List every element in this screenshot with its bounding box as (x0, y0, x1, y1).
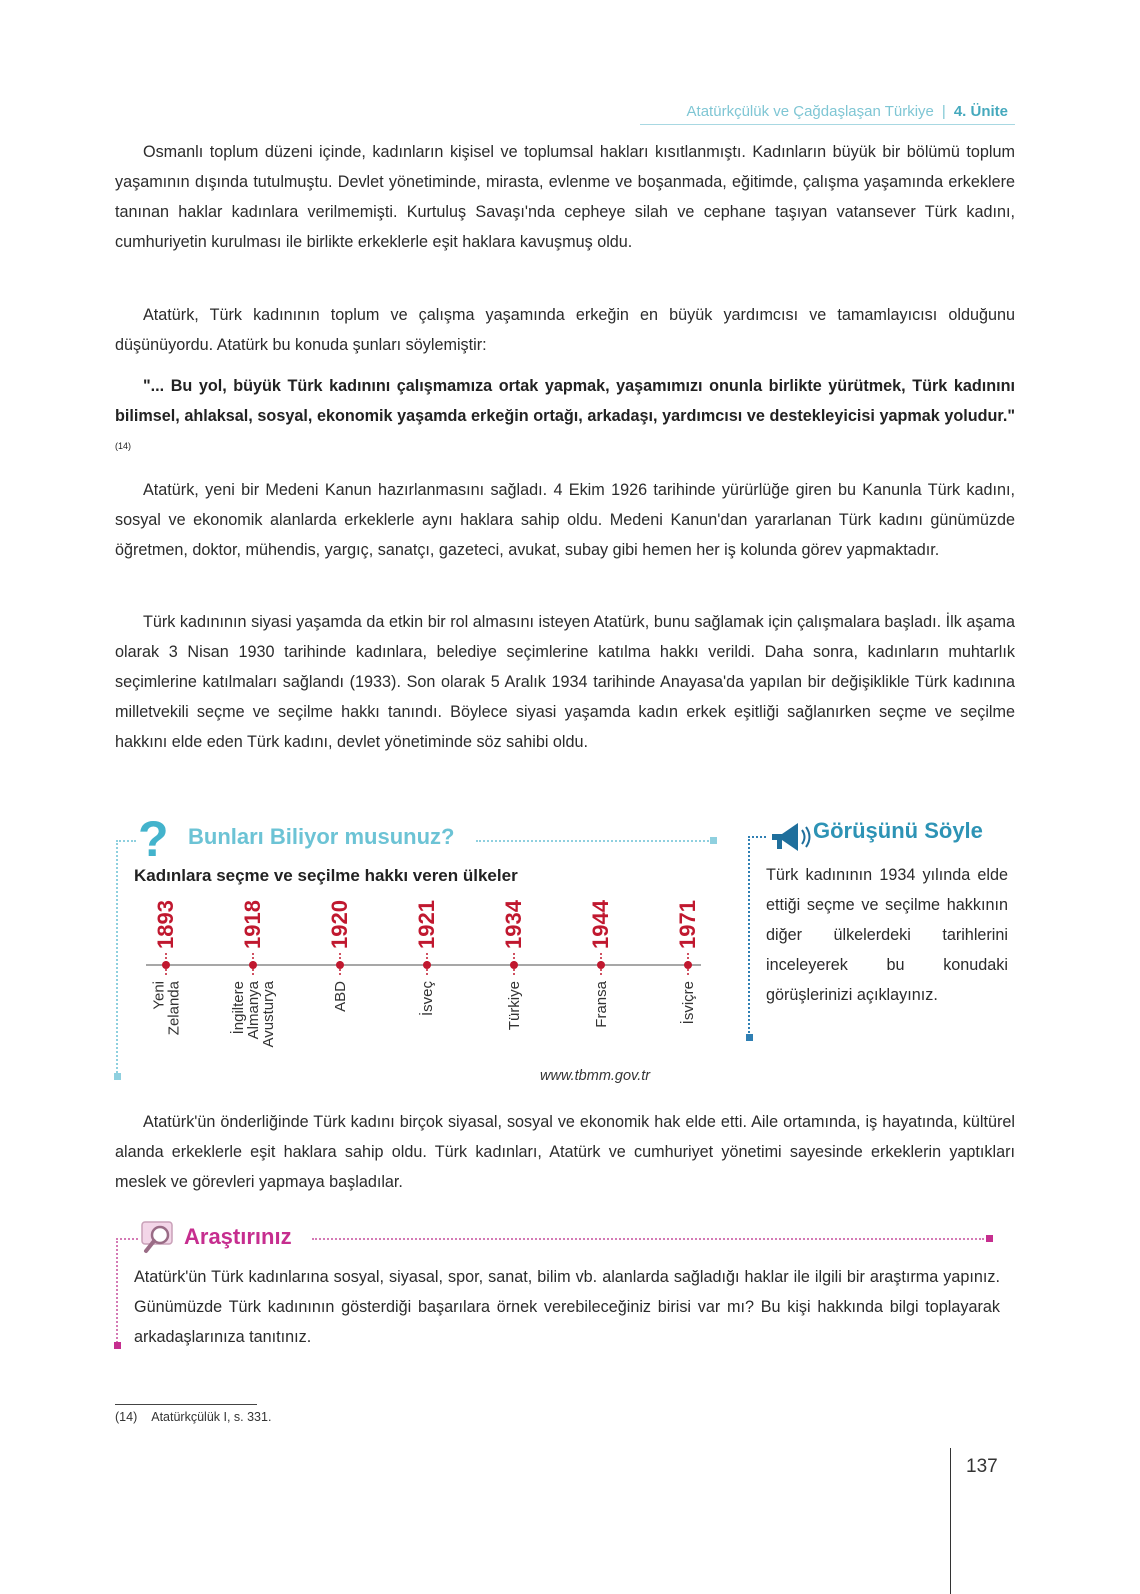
quote-text: "... Bu yol, büyük Türk kadınını çalışmamıza ortak yapmak, yaşamımızı onunla birlikte yürütmek, Türk kadınını bilimsel, ahlaksal, sosyal, ekonomik yaşamda erkeğin ortağı, arkadaşı, yardımcısı ve destekleyicisi yapmak yoludur." (115, 377, 1015, 425)
opinion-box (746, 818, 1016, 1048)
opinion-border-top (748, 836, 766, 838)
research-box (116, 1220, 1000, 1350)
country-label: İsviçre (680, 981, 697, 1025)
paragraph-1-text: Osmanlı toplum düzeni içinde, kadınların kişisel ve toplumsal hakları kısıtlanmıştı. Kadınların büyük bir bölümü toplum yaşamının dışında tutulmuştu. Devlet yönetiminde, mirasta, evlenme ve boşanmada, eğitimde, çalışma yaşamında erkeklere tanınan haklar kadınlara verilmemişti. Kurtuluş Savaşı'nda cepheye silah ve cephane taşıyan vatansever Türk kadını, cumhuriyetin kurulması ile birlikte erkeklerle eşit haklara kavuşmuş oldu. (115, 143, 1015, 251)
header-separator: | (941, 103, 946, 120)
year-label-1971: 1971 (675, 900, 700, 949)
research-title: Araştırınız (184, 1224, 292, 1249)
paragraph-5-text: Atatürk'ün önderliğinde Türk kadını birçok siyasal, sosyal ve ekonomik hak elde etti. Aile ortamında, iş hayatında, kültürel alanda erkeklerle eşit haklara sahip oldu. Türk kadınları, Atatürk ve cumhuriyet yönetimi sayesinde erkeklerin yaptıkları meslek ve görevleri yapmaya başladılar. (115, 1113, 1015, 1191)
page-number-rule (950, 1448, 951, 1594)
country-label: ABD (332, 981, 349, 1012)
unit-label: 4. Ünite (953, 103, 1008, 120)
suffrage-timeline-chart (116, 890, 716, 1090)
opinion-title: Görüşünü Söyle (813, 818, 983, 843)
quote-footnote-ref: (14) (115, 441, 132, 451)
country-label: İsveç (419, 981, 436, 1017)
country-label: Türkiye (506, 981, 523, 1031)
country-label: Fransa (593, 981, 610, 1028)
footnote-text: Atatürkçülük I, s. 331. (151, 1410, 272, 1424)
paragraph-3-text: Atatürk, yeni bir Medeni Kanun hazırlanmasını sağladı. 4 Ekim 1926 tarihinde yürürlüğe giren bu Kanunla Türk kadını, sosyal ve ekonomik alanlarda erkeklerle aynı haklara sahip oldu. Medeni Kanun'dan yararlanan Türk kadını günümüzde öğretmen, doktor, mühendis, yargıç, sanatçı, gazeteci, avukat, subay gibi hemen her iş kolunda görev yapmaktadır. (115, 481, 1015, 559)
year-label-1921: 1921 (414, 900, 439, 949)
research-border-top (312, 1238, 984, 1240)
research-border-top-start (116, 1238, 138, 1240)
box-end-marker (710, 837, 717, 844)
box-border-top (476, 840, 712, 842)
research-end-marker (986, 1235, 993, 1242)
year-label-1918: 1918 (240, 900, 265, 949)
research-text: Atatürk'ün Türk kadınlarına sosyal, siyasal, spor, sanat, bilim vb. alanlarda sağladığı haklar ile ilgili bir araştırma yapınız. Günümüzde Türk kadınının gösterdiği başarılara örnek verebileceğiniz birisi var mı? Bu kişi hakkında bilgi toplayarak arkadaşlarınıza tanıtınız. (134, 1268, 1000, 1346)
country-label: İngiltere (230, 981, 247, 1035)
did-you-know-box (116, 811, 726, 1093)
country-label: Avusturya (260, 981, 277, 1048)
book-title: Atatürkçülük ve Çağdaşlaşan Türkiye (686, 103, 934, 120)
year-label-1893: 1893 (153, 900, 178, 949)
ataturk-quote (115, 371, 1015, 465)
country-label: Yeni (150, 981, 168, 1010)
magnifier-icon (138, 1218, 182, 1256)
footnote (115, 1410, 271, 1424)
footnote-rule (115, 1404, 257, 1405)
did-you-know-title: Bunları Biliyor musunuz? (188, 824, 455, 849)
header-rule (640, 124, 1015, 125)
footnote-number: (14) (115, 1410, 138, 1424)
paragraph-4 (115, 607, 1015, 757)
year-label-1920: 1920 (327, 900, 352, 949)
source-link: www.tbmm.gov.tr (540, 1068, 651, 1084)
paragraph-1 (115, 137, 1015, 257)
paragraph-3 (115, 475, 1015, 565)
paragraph-2 (115, 300, 1015, 360)
box-border-top-start (116, 840, 136, 842)
paragraph-2-text: Atatürk, Türk kadınının toplum ve çalışma yaşamında erkeğin en büyük yardımcısı ve tamamlayıcısı olduğunu düşünüyordu. Atatürk bu konuda şunları söylemiştir: (115, 306, 1015, 354)
paragraph-5 (115, 1107, 1015, 1197)
paragraph-4-text: Türk kadınının siyasi yaşamda da etkin bir rol almasını isteyen Atatürk, bunu sağlamak için çalışmalara başladı. İlk aşama olarak 3 Nisan 1930 tarihinde kadınlara, belediye seçimlerine katılma hakkı verildi. Daha sonra, kadınların muhtarlık seçimlerine katılmaları sağlandı (1933). Son olarak 5 Aralık 1934 tarihinde Anayasa'da yapılan bir değişiklikle Türk kadınına milletvekili seçme ve seçilme hakkı tanındı. Böylece siyasi yaşamda kadın erkek eşitliği sağlanırken seçme ve seçilme hakkını elde eden Türk kadını, devlet yönetiminde söz sahibi oldu. (115, 613, 1015, 751)
opinion-border-left (748, 836, 750, 1036)
question-mark-icon: ? (138, 811, 169, 867)
opinion-corner-marker (746, 1034, 753, 1041)
year-label-1944: 1944 (588, 900, 613, 949)
country-label: Almanya (245, 981, 262, 1040)
research-corner-marker (114, 1342, 121, 1349)
research-border-left (116, 1238, 118, 1346)
running-header (687, 103, 1008, 120)
year-label-1934: 1934 (501, 900, 526, 949)
opinion-text: Türk kadınının 1934 yılında elde ettiği seçme ve seçilme hakkının diğer ülkelerdeki tarihlerini inceleyerek bu konudaki görüşlerinizi açıklayınız. (766, 866, 1008, 1004)
megaphone-icon (768, 820, 814, 854)
country-label: Zelanda (165, 981, 183, 1036)
page-number: 137 (966, 1456, 998, 1477)
chart-title: Kadınlara seçme ve seçilme hakkı veren ülkeler (134, 866, 518, 885)
